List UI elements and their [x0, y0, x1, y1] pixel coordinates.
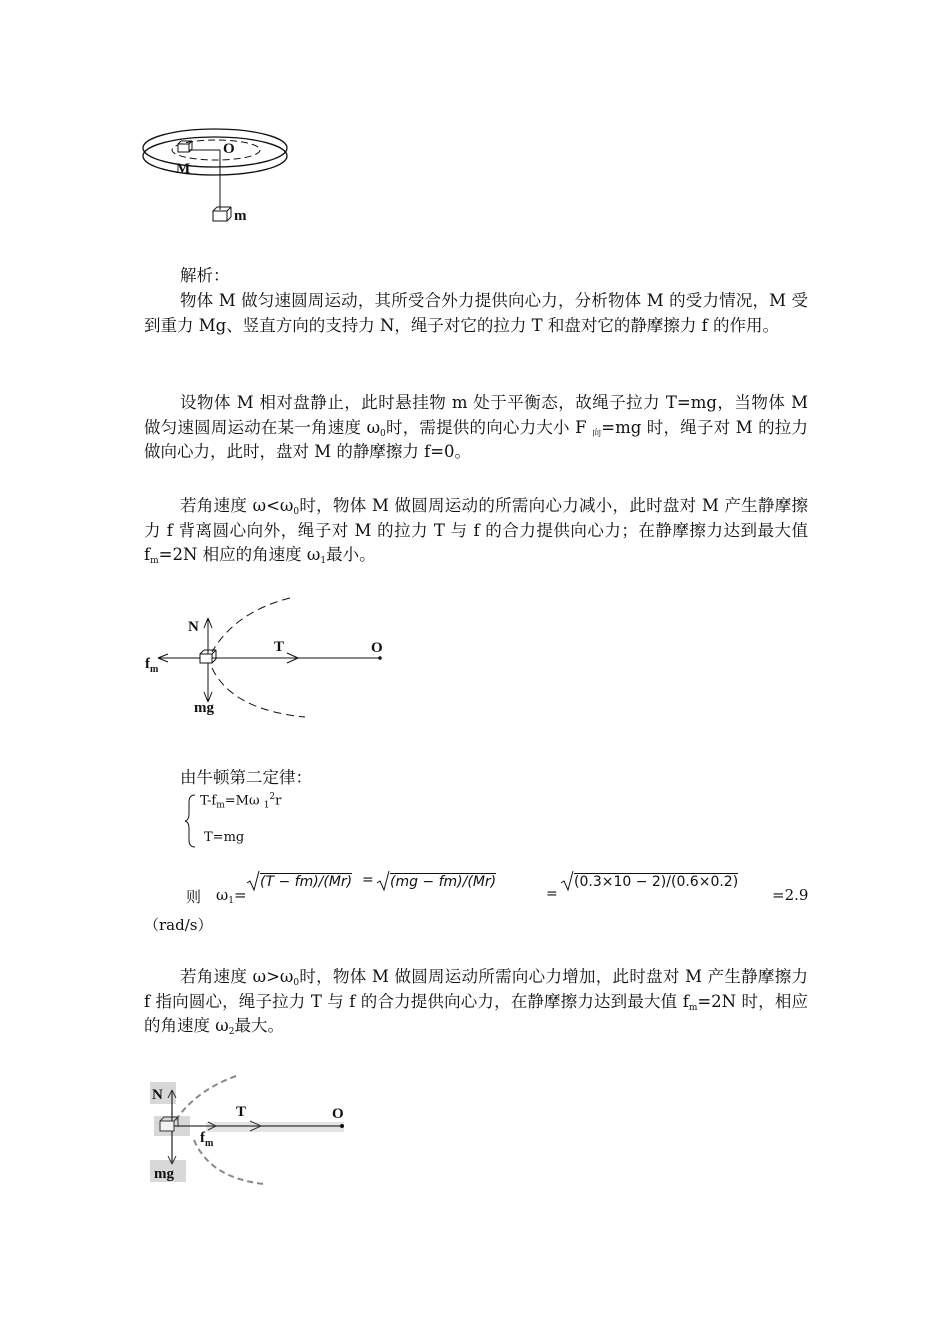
force-diagram-inward	[140, 1068, 360, 1190]
sqrt-expression-2: (mg − fm)/(Mr)	[376, 870, 496, 892]
label-M: M	[176, 161, 191, 177]
label-T: T	[274, 639, 285, 655]
label-N: N	[152, 1087, 163, 1103]
label-m: m	[234, 208, 247, 224]
paragraph-3: 若角速度 $\omega<\omega_0$时，物体 M 做圆周运动的所需向心力减小，此时盘对 M 产生静摩擦力 f 背离圆心向外，绳子对 M 的拉力 T 与 f 的合力提供向心力；在静摩擦力达到最大值 $f_m=2N$ 相应的角速度 $\omega_1$最小。	[144, 496, 808, 566]
equals-2: =	[546, 886, 558, 902]
paragraph-1: 物体 M 做匀速圆周运动，其所受合外力提供向心力，分析物体 M 的受力情况，M 受到重力 Mg、竖直方向的支持力 N，绳子对它的拉力 T 和盘对它的静摩擦力 f 的作用。	[144, 291, 808, 335]
turntable-figure	[140, 118, 300, 228]
paragraph-4: 若角速度 $\omega>\omega_0$时，物体 M 做圆周运动所需向心力增加，此时盘对 M 产生静摩擦力 f 指向圆心，绳子拉力 T 与 f 的合力提供向心力，在静摩擦力达到最大值 $f_m=2N$ 时，相应的角速度 $\omega_2$最大。	[144, 967, 808, 1037]
label-mg: mg	[154, 1166, 174, 1182]
analysis-title: 解析：	[180, 266, 230, 285]
label-N: N	[188, 619, 199, 635]
label-mg: mg	[194, 700, 214, 716]
equation-system: $T-f_m=M\omega$ $_1^2$r T=mg	[184, 792, 344, 852]
force-diagram-outward	[140, 590, 400, 725]
equals-1: =	[362, 872, 374, 888]
label-f: $f_m$	[200, 1130, 214, 1149]
sqrt-expression-3: (0.3×10 − 2)/(0.6×0.2)	[560, 870, 738, 892]
label-O: O	[332, 1106, 344, 1122]
label-f: $f_m$	[145, 656, 159, 675]
result-ze: 则	[186, 888, 202, 906]
label-T: T	[236, 1104, 247, 1120]
paragraph-2: 设物体 M 相对盘静止，此时悬挂物 m 处于平衡态，故绳子拉力 T=mg，当物体 M 做匀速圆周运动在某一角速度 $\omega_0$时，需提供的向心力大小 F $_向$=mg 时，绳子对 M 的拉力做向心力，此时，盘对 M 的静摩擦力 f=0。	[144, 393, 808, 461]
label-O: O	[223, 141, 235, 157]
newton-title: 由牛顿第二定律：	[180, 768, 312, 787]
result-unit: （rad/s）	[144, 916, 213, 934]
sqrt-expression-1: (T − fm)/(Mr)	[246, 870, 352, 892]
label-O: O	[371, 640, 383, 656]
result-omega: $\omega_1=$	[216, 886, 247, 906]
result-value: =2.9	[772, 886, 809, 904]
